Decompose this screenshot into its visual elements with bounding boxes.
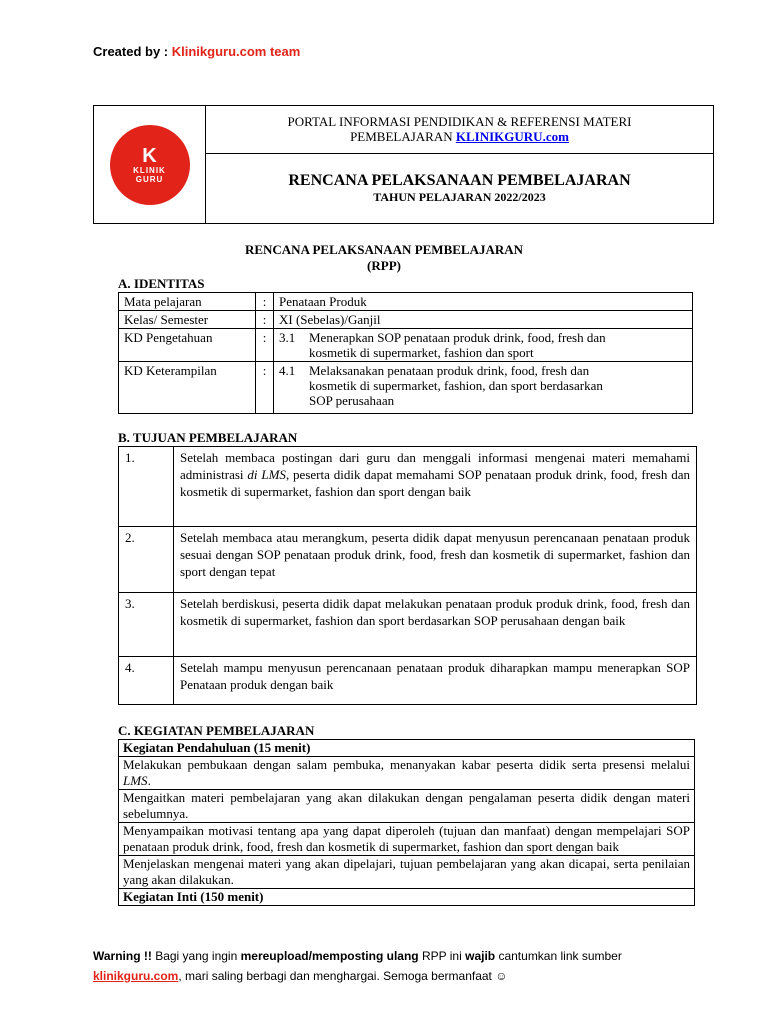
table-row xyxy=(119,856,695,889)
tujuan-number: 2. xyxy=(119,527,174,593)
header-year: TAHUN PELAJARAN 2022/2023 xyxy=(373,190,546,204)
tujuan-number: 4. xyxy=(119,657,174,705)
kegiatan-inti-header: Kegiatan Inti (150 menit) xyxy=(119,889,695,906)
kd-pengetahuan-line1: Menerapkan SOP penataan produk drink, food, fresh dan xyxy=(309,330,606,345)
tujuan-text: Setelah berdiskusi, peserta didik dapat melakukan penataan produk produk drink, food, fresh dan kosmetik di supermarket, fashion dan sport berdasarkan SOP perusahaan dengan baik xyxy=(174,593,697,657)
portal-line2 xyxy=(206,129,713,144)
section-kegiatan-heading: C. KEGIATAN PEMBELAJARAN xyxy=(118,723,315,738)
tujuan-table xyxy=(118,446,697,705)
created-by-prefix: Created by : xyxy=(93,44,172,59)
warning-text: cantumkan link sumber xyxy=(495,949,622,963)
identitas-colon: : xyxy=(256,362,274,414)
portal-info xyxy=(206,106,713,154)
tujuan-text-a: Setelah membaca postingan dari guru dan menggali informasi mengenai materi memahami administrasi xyxy=(180,450,690,482)
header-title: RENCANA PELAKSANAAN PEMBELAJARAN xyxy=(288,172,631,189)
doc-title-line1: RENCANA PELAKSANAAN PEMBELAJARAN xyxy=(244,242,524,257)
kd-pengetahuan-num: 3.1 xyxy=(279,330,296,345)
logo-letter: K xyxy=(142,144,157,167)
portal-line1: PORTAL INFORMASI PENDIDIKAN & REFERENSI MATERI xyxy=(287,114,632,129)
klinikguru-logo xyxy=(110,125,190,205)
kd-keterampilan-line1: Melaksanakan penataan produk drink, food, fresh dan xyxy=(309,363,590,378)
kegiatan-row: Menjelaskan mengenai materi yang akan dipelajari, tujuan pembelajaran yang akan dicapai, serta penilaian yang akan dilakukan. xyxy=(119,856,695,889)
identitas-label: Kelas/ Semester xyxy=(119,311,256,329)
table-row xyxy=(119,790,695,823)
identitas-colon: : xyxy=(256,311,274,329)
header-title-block xyxy=(206,154,713,223)
doc-title-line2: (RPP) xyxy=(367,258,401,273)
title-cell xyxy=(206,106,713,223)
kegiatan-text-a: Melakukan pembukaan dengan salam pembuka, menanyakan kabar peserta didik serta presensi melalui xyxy=(123,757,690,772)
created-by xyxy=(93,44,300,59)
warning-note xyxy=(93,946,693,986)
identitas-table xyxy=(118,292,693,414)
tujuan-number: 1. xyxy=(119,447,174,527)
tujuan-number: 3. xyxy=(119,593,174,657)
warning-label: Warning !! xyxy=(93,949,152,963)
tujuan-text: Setelah mampu menyusun perencanaan penataan produk diharapkan mampu menerapkan SOP Penataan produk dengan baik xyxy=(174,657,697,705)
doc-title xyxy=(16,242,752,274)
kd-keterampilan-value xyxy=(274,362,693,414)
table-row xyxy=(119,757,695,790)
kegiatan-row xyxy=(119,757,695,790)
warning-text: , mari saling berbagi dan menghargai. Semoga bermanfaat ☺ xyxy=(178,969,508,983)
portal-line2-text: PEMBELAJARAN xyxy=(350,129,456,144)
tujuan-text-b: , peserta didik dapat memahami SOP penataan produk drink, food, fresh dan kosmetik di supermarket, fashion dan sport dengan baik xyxy=(180,467,690,499)
tujuan-text-italic: di LMS xyxy=(247,467,286,482)
table-row xyxy=(119,657,697,705)
table-row xyxy=(119,823,695,856)
table-row xyxy=(119,293,693,311)
tujuan-text xyxy=(174,447,697,527)
table-row xyxy=(119,362,693,414)
warning-text-bold: mereupload/memposting ulang xyxy=(240,949,419,963)
identitas-label: Mata pelajaran xyxy=(119,293,256,311)
tujuan-text: Setelah membaca atau merangkum, peserta didik dapat menyusun perencanaan penataan produk sesuai dengan SOP penataan produk drink, food, fresh dan kosmetik di supermarket, fashion dan sport dengan tepat xyxy=(174,527,697,593)
kd-keterampilan-line2: kosmetik di supermarket, fashion, dan sport berdasarkan xyxy=(309,378,603,393)
kd-keterampilan-num: 4.1 xyxy=(279,363,296,378)
warning-text: Bagi yang ingin xyxy=(151,949,241,963)
portal-link[interactable]: KLINIKGURU.com xyxy=(455,129,569,144)
logo-line2: GURU xyxy=(135,174,164,184)
table-row xyxy=(119,740,695,757)
table-row xyxy=(119,329,693,362)
kd-pengetahuan-line2: kosmetik di supermarket, fashion dan sport xyxy=(309,345,534,360)
kegiatan-table xyxy=(118,739,695,906)
logo-line1: KLINIK xyxy=(133,165,166,175)
section-identitas-heading: A. IDENTITAS xyxy=(118,276,205,291)
identitas-value: XI (Sebelas)/Ganjil xyxy=(274,311,693,329)
identitas-colon: : xyxy=(256,329,274,362)
kegiatan-pendahuluan-header: Kegiatan Pendahuluan (15 menit) xyxy=(119,740,695,757)
created-by-name: Klinikguru.com team xyxy=(171,44,301,59)
kegiatan-text-italic: LMS xyxy=(123,773,148,788)
kd-keterampilan-line3: SOP perusahaan xyxy=(309,393,395,408)
kd-pengetahuan-value xyxy=(274,329,693,362)
kegiatan-text-b: . xyxy=(147,773,151,788)
kd-pengetahuan-label: KD Pengetahuan xyxy=(119,329,256,362)
warning-link[interactable]: klinikguru.com xyxy=(93,969,179,983)
table-row xyxy=(119,889,695,906)
table-row xyxy=(119,311,693,329)
section-tujuan-heading: B. TUJUAN PEMBELAJARAN xyxy=(118,430,298,445)
identitas-value: Penataan Produk xyxy=(274,293,693,311)
table-row xyxy=(119,527,697,593)
warning-text-bold: wajib xyxy=(465,949,496,963)
table-row xyxy=(119,447,697,527)
kd-keterampilan-label: KD Keterampilan xyxy=(119,362,256,414)
header-box xyxy=(93,105,714,224)
kegiatan-row: Mengaitkan materi pembelajaran yang akan dilakukan dengan pengalaman peserta didik dengan materi sebelumnya. xyxy=(119,790,695,823)
identitas-colon: : xyxy=(256,293,274,311)
logo-cell xyxy=(94,106,206,223)
warning-text: RPP ini xyxy=(418,949,466,963)
table-row xyxy=(119,593,697,657)
kegiatan-row: Menyampaikan motivasi tentang apa yang dapat diperoleh (tujuan dan manfaat) dengan mempelajari SOP penataan produk drink, food, fresh dan kosmetik di supermarket, fashion dan sport dengan baik xyxy=(119,823,695,856)
